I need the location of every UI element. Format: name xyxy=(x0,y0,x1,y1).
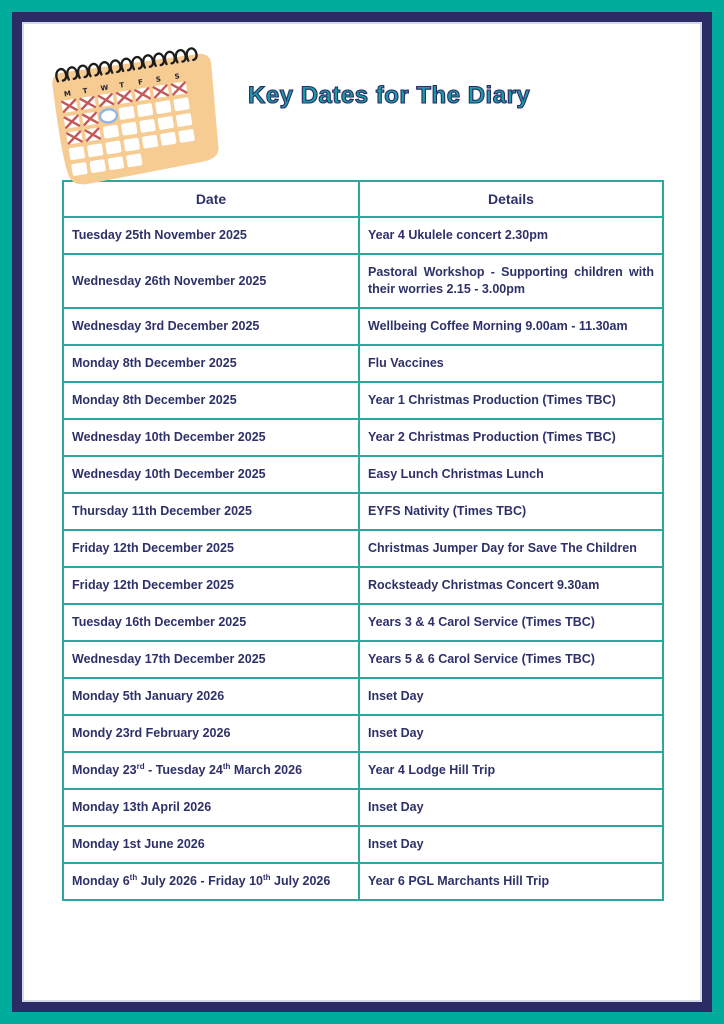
date-cell: Wednesday 26th November 2025 xyxy=(63,254,359,308)
svg-text:M: M xyxy=(63,89,72,99)
details-cell: Year 2 Christmas Production (Times TBC) xyxy=(359,419,663,456)
date-cell: Friday 12th December 2025 xyxy=(63,530,359,567)
details-cell: Inset Day xyxy=(359,789,663,826)
details-cell: Inset Day xyxy=(359,826,663,863)
date-column-header: Date xyxy=(63,181,359,217)
svg-text:S: S xyxy=(155,75,162,84)
svg-text:S: S xyxy=(174,72,181,81)
date-cell: Thursday 11th December 2025 xyxy=(63,493,359,530)
date-cell: Wednesday 17th December 2025 xyxy=(63,641,359,678)
date-cell: Monday 1st June 2026 xyxy=(63,826,359,863)
table-row xyxy=(63,567,663,604)
table-header-row xyxy=(63,181,663,217)
date-cell: Monday 13th April 2026 xyxy=(63,789,359,826)
table-row xyxy=(63,604,663,641)
svg-text:F: F xyxy=(137,78,144,87)
table-row xyxy=(63,254,663,308)
details-cell: Inset Day xyxy=(359,715,663,752)
table-row xyxy=(63,863,663,900)
header xyxy=(22,22,702,180)
date-cell: Tuesday 25th November 2025 xyxy=(63,217,359,254)
details-cell: Year 1 Christmas Production (Times TBC) xyxy=(359,382,663,419)
date-cell: Tuesday 16th December 2025 xyxy=(63,604,359,641)
table-row xyxy=(63,752,663,789)
table-row xyxy=(63,678,663,715)
date-cell: Mondy 23rd February 2026 xyxy=(63,715,359,752)
table-row xyxy=(63,419,663,456)
date-cell: Wednesday 3rd December 2025 xyxy=(63,308,359,345)
svg-text:T: T xyxy=(118,81,125,90)
svg-text:T: T xyxy=(82,86,89,96)
table-row xyxy=(63,789,663,826)
details-cell: Wellbeing Coffee Morning 9.00am - 11.30am xyxy=(359,308,663,345)
date-cell: Monday 5th January 2026 xyxy=(63,678,359,715)
date-cell: Monday 23rd - Tuesday 24th March 2026 xyxy=(63,752,359,789)
details-cell: Inset Day xyxy=(359,678,663,715)
details-cell: Years 5 & 6 Carol Service (Times TBC) xyxy=(359,641,663,678)
date-cell: Wednesday 10th December 2025 xyxy=(63,456,359,493)
details-cell: Easy Lunch Christmas Lunch xyxy=(359,456,663,493)
page-title: Key Dates for The Diary xyxy=(248,82,531,109)
date-cell: Monday 8th December 2025 xyxy=(63,345,359,382)
details-cell: Christmas Jumper Day for Save The Children xyxy=(359,530,663,567)
details-cell: Year 4 Ukulele concert 2.30pm xyxy=(359,217,663,254)
key-dates-table xyxy=(62,180,664,901)
calendar-icon xyxy=(44,34,222,186)
table-row xyxy=(63,382,663,419)
date-cell: Monday 8th December 2025 xyxy=(63,382,359,419)
table-row xyxy=(63,217,663,254)
details-cell: Flu Vaccines xyxy=(359,345,663,382)
svg-text:W: W xyxy=(100,83,109,93)
details-cell: Year 6 PGL Marchants Hill Trip xyxy=(359,863,663,900)
details-cell: Rocksteady Christmas Concert 9.30am xyxy=(359,567,663,604)
key-dates-table-body xyxy=(63,217,663,900)
table-row xyxy=(63,456,663,493)
details-cell: Year 4 Lodge Hill Trip xyxy=(359,752,663,789)
details-cell: Years 3 & 4 Carol Service (Times TBC) xyxy=(359,604,663,641)
date-cell: Monday 6th July 2026 - Friday 10th July 2026 xyxy=(63,863,359,900)
date-cell: Wednesday 10th December 2025 xyxy=(63,419,359,456)
table-row xyxy=(63,308,663,345)
table-row xyxy=(63,826,663,863)
date-cell: Friday 12th December 2025 xyxy=(63,567,359,604)
table-row xyxy=(63,345,663,382)
page-frame xyxy=(12,12,712,1012)
table-row xyxy=(63,641,663,678)
details-cell: EYFS Nativity (Times TBC) xyxy=(359,493,663,530)
details-column-header: Details xyxy=(359,181,663,217)
details-cell: Pastoral Workshop - Supporting children with their worries 2.15 - 3.00pm xyxy=(359,254,663,308)
table-row xyxy=(63,530,663,567)
table-row xyxy=(63,493,663,530)
table-row xyxy=(63,715,663,752)
